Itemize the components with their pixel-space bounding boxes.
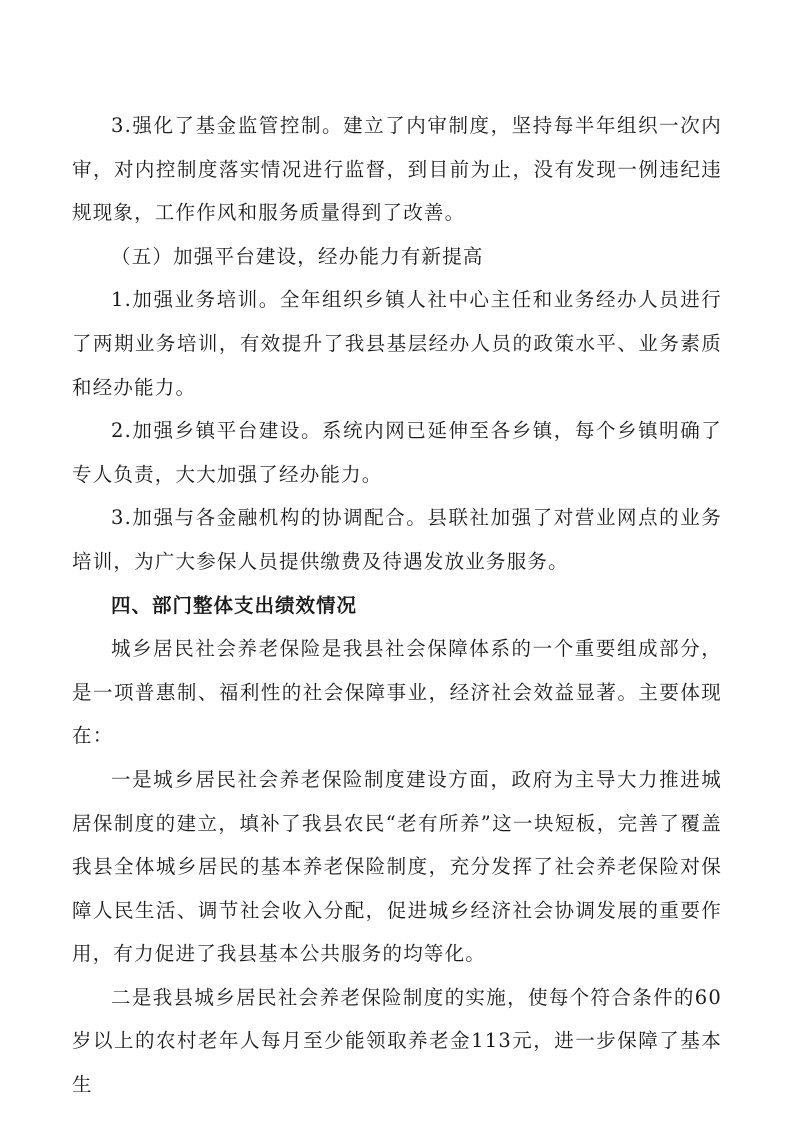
paragraph-pension-overview: 城乡居民社会养老保险是我县社会保障体系的一个重要组成部分，是一项普惠制、福利性的社会保障事业，经济社会效益显著。主要体现在：: [72, 637, 722, 748]
paragraph-system-implementation: 二是我县城乡居民社会养老保险制度的实施，使每个符合条件的60岁以上的农村老年人每月至少能领取养老金113元，进一步保障了基本生: [72, 985, 722, 1097]
section-heading-performance: 四、部门整体支出绩效情况: [111, 593, 358, 617]
paragraph-system-construction: 一是城乡居民社会养老保险制度建设方面，政府为主导大力推进城居保制度的建立，填补了我县农民“老有所养”这一块短板，完善了覆盖我县全体城乡居民的基本养老保险制度，充分发挥了社会养老保险对保障人民生活、调节社会收入分配，促进城乡经济社会协调发展的重要作用，有力促进了我县基本公共服务的均等化。: [72, 767, 722, 966]
paragraph-township-platform: 2.加强乡镇平台建设。系统内网已延伸至各乡镇，每个乡镇明确了专人负责，大大加强了经办能力。: [72, 419, 722, 486]
subheading-platform-building: （五）加强平台建设，经办能力有新提高: [111, 244, 484, 268]
paragraph-business-training: 1.加强业务培训。全年组织乡镇人社中心主任和业务经办人员进行了两期业务培训，有效提升了我县基层经办人员的政策水平、业务素质和经办能力。: [72, 288, 722, 399]
paragraph-financial-coordination: 3.加强与各金融机构的协调配合。县联社加强了对营业网点的业务培训，为广大参保人员提供缴费及待遇发放业务服务。: [72, 506, 722, 573]
paragraph-fund-supervision: 3.强化了基金监管控制。建立了内审制度，坚持每半年组织一次内审，对内控制度落实情况进行监督，到目前为止，没有发现一例违纪违规现象，工作作风和服务质量得到了改善。: [72, 114, 722, 225]
document-page: [72, 104, 722, 1107]
